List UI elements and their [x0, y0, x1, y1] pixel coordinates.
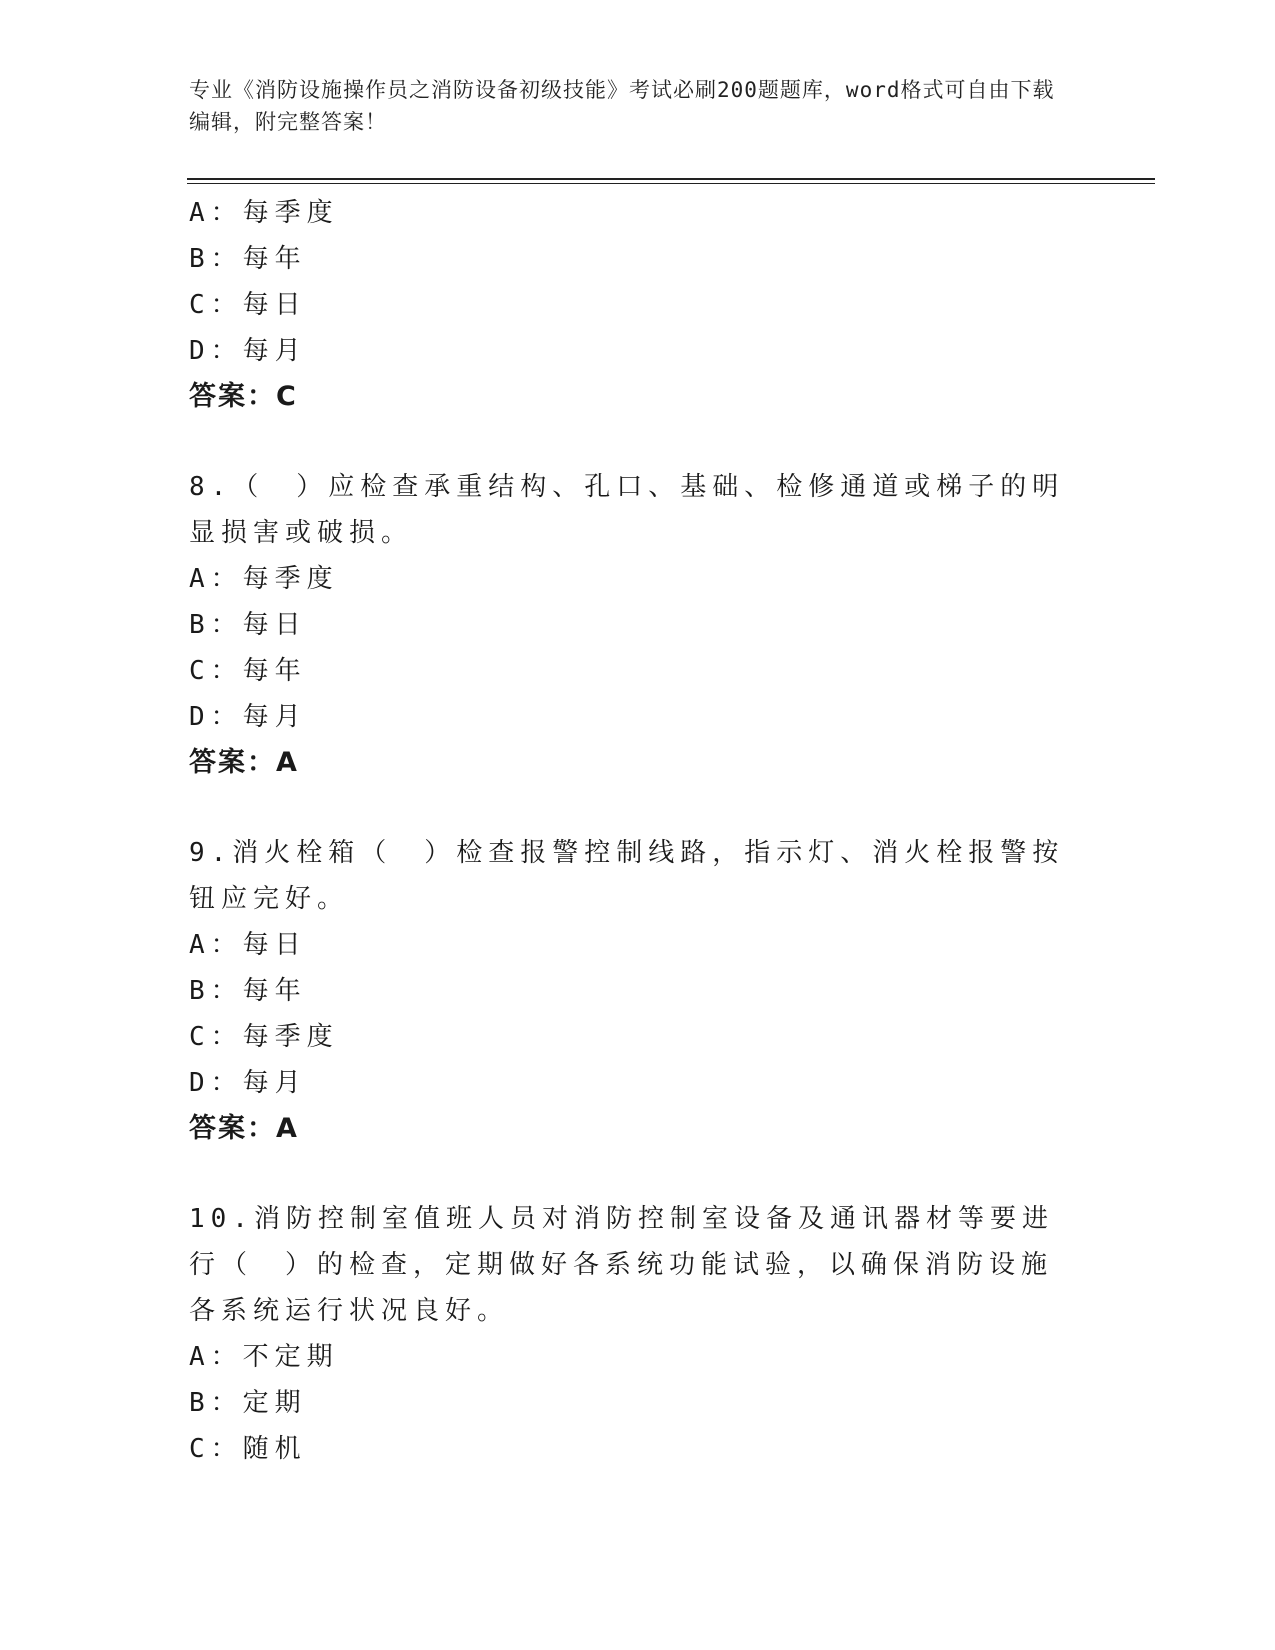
- option-b: B：定期: [189, 1388, 307, 1418]
- option-a: A：每日: [189, 930, 307, 960]
- question-stem: 9.消火栓箱（ ）检查报警控制线路，指示灯、消火栓报警按钮应完好。: [189, 838, 1065, 914]
- option-d: D：每月: [189, 1068, 307, 1098]
- spacer: [189, 420, 1069, 464]
- page-header: 专业《消防设施操作员之消防设备初级技能》考试必刷200题题库，word格式可自由下载编辑，附完整答案！: [189, 78, 1055, 134]
- option-c: C：每日: [189, 290, 307, 320]
- option-a: A：每季度: [189, 564, 339, 594]
- question-7-tail: [189, 190, 1069, 420]
- question-8: [189, 464, 1069, 786]
- option-a: A：每季度: [189, 198, 339, 228]
- spacer: [189, 1152, 1069, 1196]
- option-b: B：每日: [189, 610, 307, 640]
- option-d: D：每月: [189, 336, 307, 366]
- option-c: C：每季度: [189, 1022, 339, 1052]
- question-9: [189, 830, 1069, 1152]
- answer-label: 答案：C: [189, 381, 298, 412]
- option-a: A：不定期: [189, 1342, 339, 1372]
- option-c: C：每年: [189, 656, 307, 686]
- answer-label: 答案：A: [189, 747, 299, 778]
- option-b: B：每年: [189, 244, 307, 274]
- question-list: [189, 190, 1069, 1472]
- answer-label: 答案：A: [189, 1113, 299, 1144]
- option-c: C：随机: [189, 1434, 307, 1464]
- header-divider: [187, 178, 1155, 184]
- question-stem: 8.（ ）应检查承重结构、孔口、基础、检修通道或梯子的明显损害或破损。: [189, 472, 1065, 548]
- option-b: B：每年: [189, 976, 307, 1006]
- option-d: D：每月: [189, 702, 307, 732]
- question-10: [189, 1196, 1069, 1472]
- spacer: [189, 786, 1069, 830]
- question-stem: 10.消防控制室值班人员对消防控制室设备及通讯器材等要进行（ ）的检查，定期做好各系统功能试验，以确保消防设施各系统运行状况良好。: [189, 1204, 1054, 1326]
